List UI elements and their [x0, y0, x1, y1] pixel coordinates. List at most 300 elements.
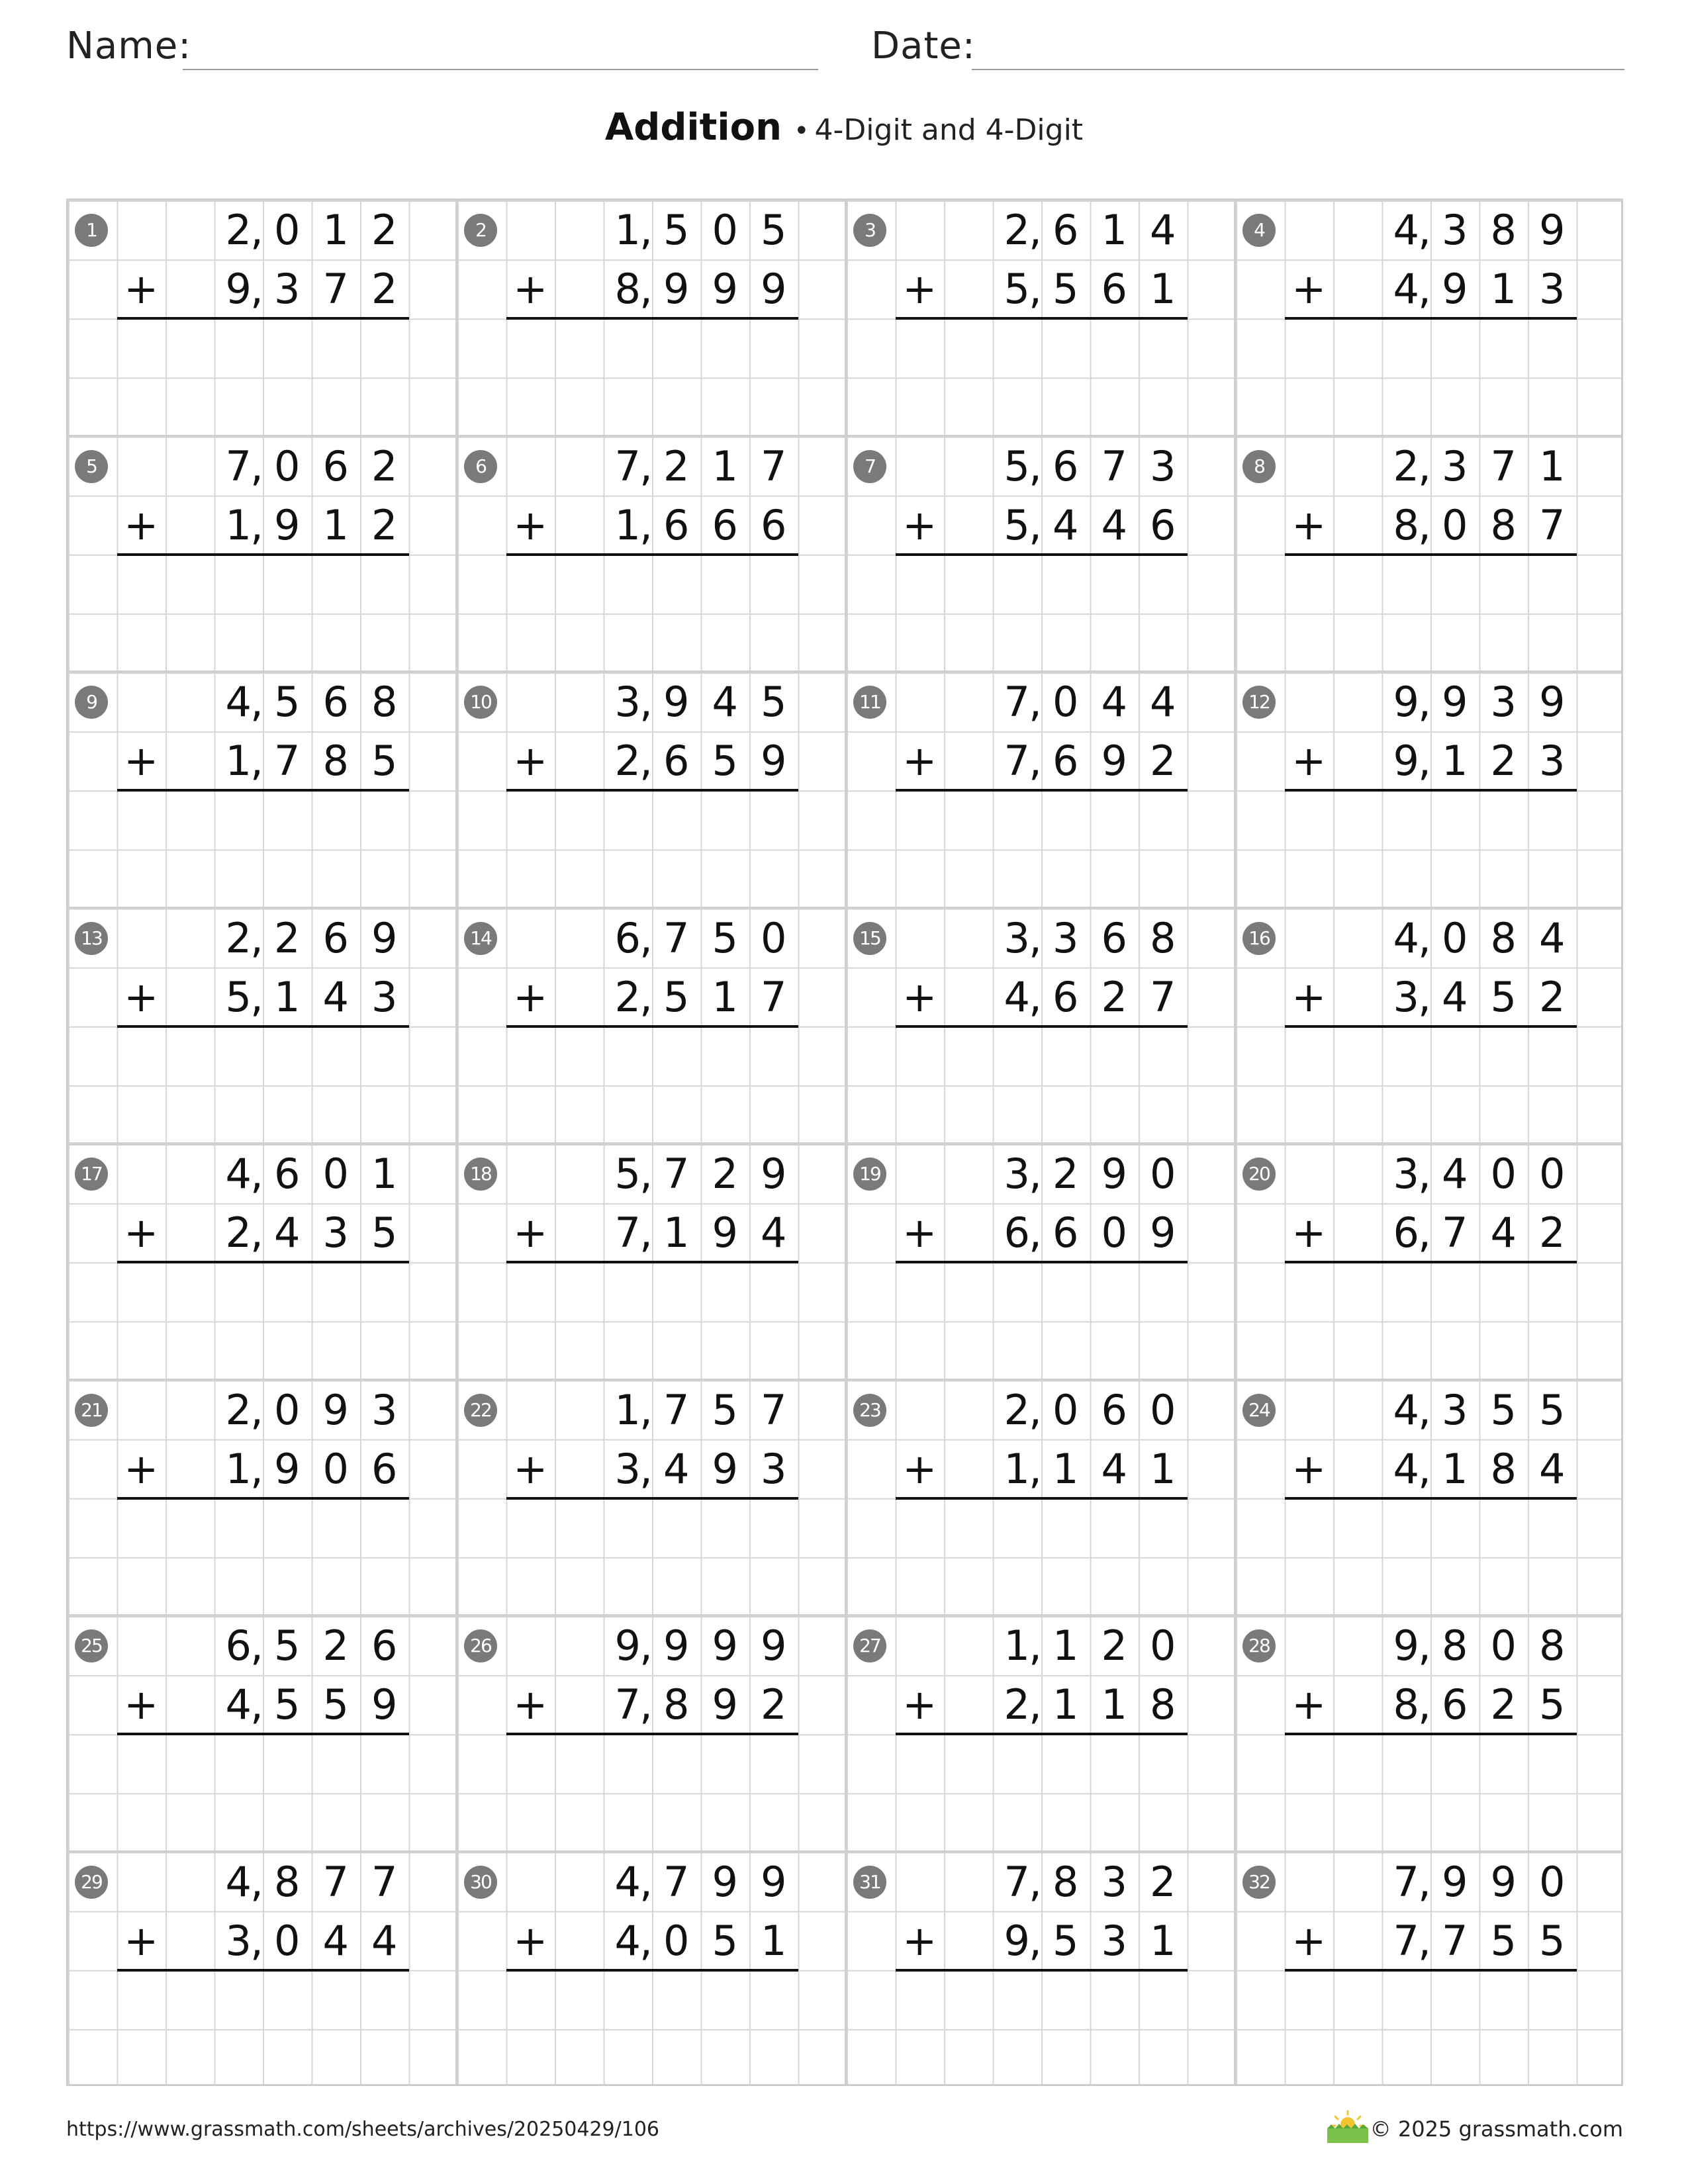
answer-area[interactable]: [117, 792, 409, 904]
addend-top: [214, 1144, 409, 1203]
addend-top: [993, 1616, 1188, 1675]
digit: 9: [1539, 678, 1566, 726]
plus-sign: +: [124, 1208, 159, 1257]
problem-24: [1236, 1381, 1625, 1617]
thousands-separator: ,: [250, 913, 263, 962]
digit: 1: [1053, 1621, 1079, 1670]
digit: 2: [371, 500, 398, 549]
digit: 9: [761, 1857, 787, 1906]
digit: 7: [1393, 1857, 1419, 1906]
digit: 4: [1053, 500, 1079, 549]
digit: 7: [225, 441, 252, 490]
addend-bottom: [604, 1675, 798, 1734]
addend-bottom: [604, 1911, 798, 1970]
answer-area[interactable]: [1285, 1972, 1577, 2084]
digit: 1: [1150, 1916, 1176, 1965]
digit: 5: [1004, 441, 1030, 490]
digit: 2: [225, 1385, 252, 1434]
digit: 8: [322, 737, 349, 785]
date-field-line[interactable]: [972, 69, 1624, 70]
digit: 0: [1053, 678, 1079, 726]
answer-area[interactable]: [117, 1735, 409, 1848]
digit: 3: [371, 972, 398, 1021]
problem-32: [1236, 1852, 1625, 2089]
digit: 4: [614, 1857, 641, 1906]
digit: 0: [1539, 1150, 1566, 1198]
answer-area[interactable]: [506, 320, 798, 432]
digit: 5: [1539, 1385, 1566, 1434]
digit: 5: [663, 972, 690, 1021]
digit: 2: [614, 972, 641, 1021]
digit: 4: [1101, 678, 1127, 726]
digit: 2: [1004, 1385, 1030, 1434]
digit: 4: [1442, 972, 1468, 1021]
problem-8: [1236, 437, 1625, 673]
plus-sign: +: [902, 972, 937, 1021]
digit: 4: [322, 1916, 349, 1965]
digit: 0: [1539, 1857, 1566, 1906]
answer-area[interactable]: [506, 792, 798, 904]
digit: 5: [1004, 265, 1030, 313]
problem-21: [68, 1381, 457, 1617]
digit: 6: [1101, 265, 1127, 313]
answer-area[interactable]: [896, 1972, 1188, 2084]
digit: 8: [1490, 1444, 1517, 1493]
digit: 5: [1053, 1916, 1079, 1965]
addend-top: [604, 1381, 798, 1439]
addend-top: [214, 672, 409, 731]
answer-area[interactable]: [117, 1028, 409, 1140]
plus-sign: +: [513, 1680, 548, 1729]
digit: 9: [712, 1680, 738, 1729]
digit: 7: [663, 1857, 690, 1906]
footer-copyright: © 2025 grassmath.com: [1370, 2116, 1623, 2142]
thousands-separator: ,: [1418, 678, 1431, 726]
digit: 8: [1442, 1621, 1468, 1670]
plus-sign: +: [1291, 1916, 1327, 1965]
problem-number-badge: 20: [1243, 1158, 1276, 1191]
digit: 2: [761, 1680, 787, 1729]
plus-sign: +: [1291, 265, 1327, 313]
digit: 6: [322, 913, 349, 962]
problem-17: [68, 1144, 457, 1381]
digit: 2: [1150, 737, 1176, 785]
problem-16: [1236, 909, 1625, 1145]
digit: 2: [322, 1621, 349, 1670]
digit: 2: [1539, 972, 1566, 1021]
thousands-separator: ,: [1418, 206, 1431, 254]
answer-area[interactable]: [1285, 320, 1577, 432]
digit: 9: [761, 737, 787, 785]
digit: 3: [614, 678, 641, 726]
addend-bottom: [1382, 259, 1577, 318]
thousands-separator: ,: [1029, 1916, 1042, 1965]
answer-area[interactable]: [506, 1263, 798, 1376]
answer-area[interactable]: [1285, 1263, 1577, 1376]
thousands-separator: ,: [1418, 265, 1431, 313]
digit: 7: [322, 265, 349, 313]
plus-sign: +: [902, 1680, 937, 1729]
addend-bottom: [214, 259, 409, 318]
addend-top: [993, 437, 1188, 496]
problem-31: [847, 1852, 1236, 2089]
digit: 7: [761, 972, 787, 1021]
digit: 6: [1053, 737, 1079, 785]
digit: 6: [274, 1150, 301, 1198]
digit: 5: [614, 1150, 641, 1198]
digit: 2: [371, 441, 398, 490]
plus-sign: +: [1291, 1208, 1327, 1257]
digit: 6: [1053, 206, 1079, 254]
plus-sign: +: [902, 1916, 937, 1965]
name-label: Name:: [66, 24, 192, 68]
digit: 1: [1053, 1680, 1079, 1729]
plus-sign: +: [124, 737, 159, 785]
thousands-separator: ,: [1418, 1385, 1431, 1434]
addend-bottom: [1382, 1203, 1577, 1262]
digit: 5: [761, 678, 787, 726]
digit: 2: [663, 441, 690, 490]
digit: 2: [371, 206, 398, 254]
problem-number-badge: 27: [853, 1629, 886, 1662]
thousands-separator: ,: [250, 1208, 263, 1257]
digit: 1: [1101, 206, 1127, 254]
thousands-separator: ,: [639, 1916, 653, 1965]
addend-bottom: [214, 1911, 409, 1970]
answer-area[interactable]: [1285, 556, 1577, 668]
digit: 2: [371, 265, 398, 313]
digit: 3: [614, 1444, 641, 1493]
answer-area[interactable]: [896, 1263, 1188, 1376]
digit: 9: [1150, 1208, 1176, 1257]
digit: 9: [1393, 737, 1419, 785]
name-field-line[interactable]: [183, 69, 818, 70]
addend-bottom: [604, 1203, 798, 1262]
digit: 8: [1539, 1621, 1566, 1670]
digit: 8: [663, 1680, 690, 1729]
addend-bottom: [1382, 496, 1577, 555]
addend-top: [1382, 1381, 1577, 1439]
digit: 8: [1393, 500, 1419, 549]
digit: 0: [712, 206, 738, 254]
digit: 4: [225, 678, 252, 726]
digit: 0: [1150, 1385, 1176, 1434]
digit: 1: [614, 206, 641, 254]
digit: 2: [1053, 1150, 1079, 1198]
digit: 2: [1101, 972, 1127, 1021]
digit: 1: [322, 206, 349, 254]
thousands-separator: ,: [639, 1857, 653, 1906]
digit: 6: [663, 500, 690, 549]
plus-sign: +: [513, 1444, 548, 1493]
digit: 7: [1101, 441, 1127, 490]
digit: 3: [1150, 441, 1176, 490]
digit: 1: [225, 1444, 252, 1493]
digit: 9: [322, 1385, 349, 1434]
digit: 4: [1490, 1208, 1517, 1257]
digit: 4: [1539, 1444, 1566, 1493]
answer-area[interactable]: [1285, 792, 1577, 904]
thousands-separator: ,: [1029, 913, 1042, 962]
problem-number-badge: 12: [1243, 686, 1276, 719]
problem-number-badge: 11: [853, 686, 886, 719]
addend-top: [1382, 201, 1577, 259]
digit: 5: [1490, 1916, 1517, 1965]
digit: 3: [761, 1444, 787, 1493]
digit: 7: [1442, 1916, 1468, 1965]
addend-top: [1382, 437, 1577, 496]
digit: 4: [322, 972, 349, 1021]
addend-bottom: [604, 731, 798, 790]
digit: 9: [712, 1857, 738, 1906]
problem-14: [457, 909, 847, 1145]
plus-sign: +: [1291, 1444, 1327, 1493]
digit: 9: [1442, 265, 1468, 313]
digit: 1: [712, 441, 738, 490]
digit: 1: [1053, 1444, 1079, 1493]
thousands-separator: ,: [1029, 1680, 1042, 1729]
thousands-separator: ,: [250, 500, 263, 549]
thousands-separator: ,: [1418, 913, 1431, 962]
problem-28: [1236, 1616, 1625, 1852]
problem-5: [68, 437, 457, 673]
problem-number-badge: 4: [1243, 214, 1276, 247]
addend-bottom: [1382, 1675, 1577, 1734]
addend-bottom: [1382, 1439, 1577, 1498]
digit: 1: [1004, 1444, 1030, 1493]
thousands-separator: ,: [1029, 441, 1042, 490]
digit: 2: [1004, 1680, 1030, 1729]
digit: 1: [614, 1385, 641, 1434]
digit: 2: [1004, 206, 1030, 254]
problem-19: [847, 1144, 1236, 1381]
thousands-separator: ,: [1029, 1208, 1042, 1257]
problem-number-badge: 23: [853, 1394, 886, 1427]
digit: 6: [1393, 1208, 1419, 1257]
digit: 9: [274, 1444, 301, 1493]
answer-area[interactable]: [117, 320, 409, 432]
digit: 3: [1004, 1150, 1030, 1198]
digit: 6: [761, 500, 787, 549]
digit: 5: [761, 206, 787, 254]
digit: 9: [663, 265, 690, 313]
addend-top: [1382, 672, 1577, 731]
answer-area[interactable]: [1285, 1735, 1577, 1848]
answer-area[interactable]: [117, 1263, 409, 1376]
digit: 4: [225, 1150, 252, 1198]
digit: 5: [1053, 265, 1079, 313]
thousands-separator: ,: [250, 1150, 263, 1198]
digit: 9: [712, 265, 738, 313]
addend-top: [604, 672, 798, 731]
digit: 3: [322, 1208, 349, 1257]
addend-bottom: [214, 968, 409, 1026]
answer-area[interactable]: [506, 1735, 798, 1848]
addend-bottom: [1382, 968, 1577, 1026]
digit: 0: [1490, 1150, 1517, 1198]
problem-27: [847, 1616, 1236, 1852]
thousands-separator: ,: [1418, 972, 1431, 1021]
plus-sign: +: [513, 737, 548, 785]
digit: 7: [1150, 972, 1176, 1021]
problem-22: [457, 1381, 847, 1617]
digit: 3: [225, 1916, 252, 1965]
problem-number-badge: 1: [75, 214, 108, 247]
addend-bottom: [993, 968, 1188, 1026]
answer-area[interactable]: [506, 1972, 798, 2084]
answer-area[interactable]: [117, 1500, 409, 1612]
digit: 4: [1393, 913, 1419, 962]
answer-area[interactable]: [506, 556, 798, 668]
answer-area[interactable]: [896, 792, 1188, 904]
addend-top: [993, 201, 1188, 259]
addend-bottom: [993, 1439, 1188, 1498]
plus-sign: +: [124, 1680, 159, 1729]
digit: 5: [322, 1680, 349, 1729]
digit: 1: [1150, 1444, 1176, 1493]
problem-number-badge: 6: [464, 450, 497, 483]
title-bullet: •: [793, 116, 810, 146]
thousands-separator: ,: [1029, 265, 1042, 313]
digit: 0: [1442, 500, 1468, 549]
digit: 5: [225, 972, 252, 1021]
answer-area[interactable]: [1285, 1500, 1577, 1612]
addend-bottom: [1382, 1911, 1577, 1970]
thousands-separator: ,: [250, 1916, 263, 1965]
digit: 7: [1442, 1208, 1468, 1257]
answer-area[interactable]: [506, 1028, 798, 1140]
plus-sign: +: [124, 500, 159, 549]
digit: 9: [1393, 678, 1419, 726]
problem-number-badge: 19: [853, 1158, 886, 1191]
digit: 1: [1101, 1680, 1127, 1729]
plus-sign: +: [902, 500, 937, 549]
addend-bottom: [993, 731, 1188, 790]
digit: 9: [663, 678, 690, 726]
digit: 6: [225, 1621, 252, 1670]
digit: 1: [1442, 737, 1468, 785]
addend-top: [214, 1852, 409, 1911]
digit: 3: [1053, 913, 1079, 962]
thousands-separator: ,: [1029, 1444, 1042, 1493]
digit: 9: [1442, 1857, 1468, 1906]
digit: 1: [1150, 265, 1176, 313]
digit: 2: [1150, 1857, 1176, 1906]
digit: 4: [663, 1444, 690, 1493]
digit: 7: [761, 1385, 787, 1434]
answer-area[interactable]: [896, 1028, 1188, 1140]
thousands-separator: ,: [639, 265, 653, 313]
problem-number-badge: 31: [853, 1866, 886, 1899]
thousands-separator: ,: [1029, 1385, 1042, 1434]
digit: 1: [761, 1916, 787, 1965]
problem-number-badge: 18: [464, 1158, 497, 1191]
thousands-separator: ,: [250, 441, 263, 490]
digit: 9: [1393, 1621, 1419, 1670]
digit: 1: [614, 500, 641, 549]
digit: 8: [1490, 500, 1517, 549]
digit: 4: [1101, 1444, 1127, 1493]
addend-bottom: [214, 1675, 409, 1734]
digit: 2: [225, 1208, 252, 1257]
digit: 4: [1393, 1444, 1419, 1493]
answer-area[interactable]: [117, 1972, 409, 2084]
digit: 4: [225, 1680, 252, 1729]
answer-area[interactable]: [896, 1500, 1188, 1612]
digit: 7: [663, 1150, 690, 1198]
digit: 2: [1490, 1680, 1517, 1729]
digit: 9: [1442, 678, 1468, 726]
digit: 9: [1539, 206, 1566, 254]
answer-area[interactable]: [896, 320, 1188, 432]
problem-number-badge: 15: [853, 922, 886, 955]
answer-area[interactable]: [1285, 1028, 1577, 1140]
problem-number-badge: 32: [1243, 1866, 1276, 1899]
digit: 8: [274, 1857, 301, 1906]
addend-top: [993, 1144, 1188, 1203]
plus-sign: +: [902, 1208, 937, 1257]
digit: 3: [371, 1385, 398, 1434]
digit: 7: [614, 441, 641, 490]
digit: 1: [712, 972, 738, 1021]
answer-area[interactable]: [506, 1500, 798, 1612]
digit: 9: [712, 1444, 738, 1493]
addend-top: [604, 1144, 798, 1203]
addend-bottom: [993, 259, 1188, 318]
thousands-separator: ,: [639, 441, 653, 490]
answer-area[interactable]: [896, 1735, 1188, 1848]
digit: 9: [225, 265, 252, 313]
digit: 9: [712, 1208, 738, 1257]
thousands-separator: ,: [639, 1680, 653, 1729]
digit: 0: [1101, 1208, 1127, 1257]
problem-number-badge: 8: [1243, 450, 1276, 483]
thousands-separator: ,: [639, 1621, 653, 1670]
digit: 8: [1490, 206, 1517, 254]
addend-top: [214, 1616, 409, 1675]
plus-sign: +: [902, 1444, 937, 1493]
digit: 4: [1393, 265, 1419, 313]
digit: 9: [761, 265, 787, 313]
addend-bottom: [214, 1439, 409, 1498]
digit: 3: [1539, 737, 1566, 785]
plus-sign: +: [1291, 500, 1327, 549]
grass-sun-logo-icon: [1326, 2109, 1370, 2146]
digit: 4: [225, 1857, 252, 1906]
digit: 9: [663, 1621, 690, 1670]
digit: 0: [322, 1444, 349, 1493]
thousands-separator: ,: [250, 972, 263, 1021]
answer-area[interactable]: [896, 556, 1188, 668]
plus-sign: +: [1291, 1680, 1327, 1729]
addend-bottom: [214, 496, 409, 555]
digit: 6: [614, 913, 641, 962]
digit: 1: [663, 1208, 690, 1257]
thousands-separator: ,: [250, 1385, 263, 1434]
digit: 2: [712, 1150, 738, 1198]
addend-top: [604, 201, 798, 259]
addend-top: [214, 909, 409, 968]
answer-area[interactable]: [117, 556, 409, 668]
digit: 5: [1539, 1916, 1566, 1965]
problem-11: [847, 672, 1236, 909]
plus-sign: +: [1291, 972, 1327, 1021]
digit: 3: [1101, 1916, 1127, 1965]
footer-url: https://www.grassmath.com/sheets/archives/20250429/106: [66, 2118, 660, 2141]
digit: 6: [1101, 1385, 1127, 1434]
problem-grid: [66, 199, 1623, 2086]
addend-top: [1382, 909, 1577, 968]
